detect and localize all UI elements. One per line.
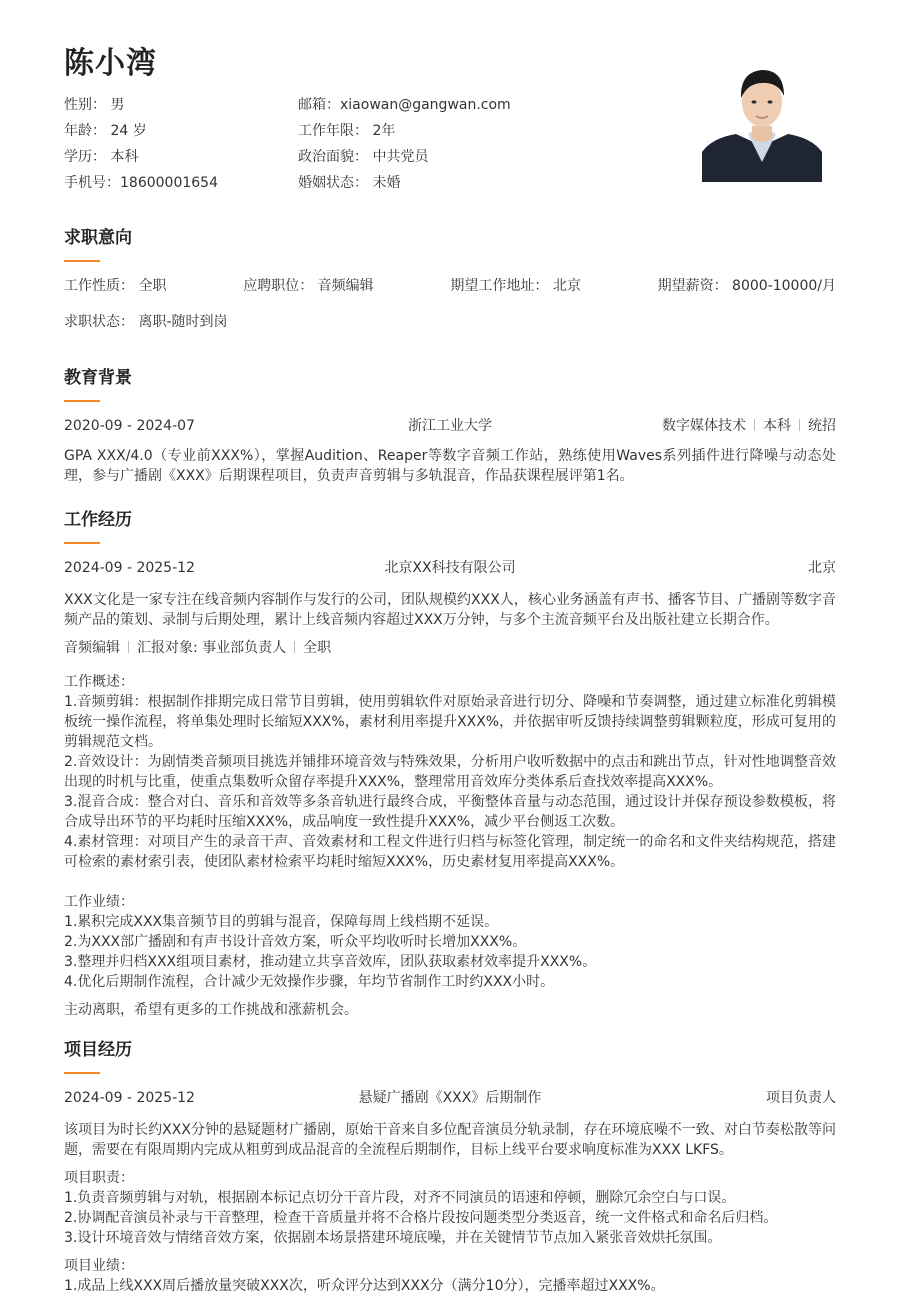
project-name: 悬疑广播剧《XXX》后期制作 — [358, 1090, 542, 1106]
project-section — [64, 1038, 836, 1296]
education-header — [64, 416, 836, 436]
project-role: 项目负责人 — [765, 1090, 836, 1106]
section-title: 求职意向 — [64, 228, 132, 248]
work-role: 音频编辑 — [64, 640, 120, 656]
duty-label: 项目职责： — [64, 1170, 134, 1186]
education-desc: GPA XXX/4.0（专业前XXX%），掌握Audition、Reaper等数字音频工作站，熟练使用Waves系列插件进行降噪与动态处理，参与广播剧《XXX》后期课程项目，负责声音剪辑与多轨混音，作品获课程展评第1名。 — [64, 448, 836, 484]
section-underline — [64, 1072, 100, 1074]
education-degree: 本科 — [762, 418, 791, 434]
candidate-name: 陈小湾 — [64, 46, 157, 81]
education-enroll: 统招 — [807, 418, 836, 434]
job-intent-section — [64, 226, 836, 332]
section-underline — [64, 400, 100, 402]
achievement-item: 3.整理并归档XXX组项目素材，推动建立共享音效库，团队获取素材效率提升XXX%。 — [64, 954, 597, 970]
achieve-label: 工作业绩： — [64, 894, 134, 910]
project-desc: 该项目为时长约XXX分钟的悬疑题材广播剧，原始干音来自多位配音演员分轨录制，存在环境底噪不一致、对白节奏松散等问题，需要在有限周期内完成从粗剪到成品混音的全流程后期制作，目标上线平台要求响度标准为XXX LKFS。 — [64, 1122, 836, 1158]
profile-photo — [702, 50, 822, 182]
achievement-item: 2.为XXX部广播剧和有声书设计音效方案，听众平均收听时长增加XXX%。 — [64, 934, 527, 950]
overview-label: 工作概述： — [64, 674, 134, 690]
duty-item: 2.协调配音演员补录与干音整理，检查干音质量并将不合格片段按问题类型分类返音，统一文件格式和命名后归档。 — [64, 1210, 778, 1226]
info-email: 邮箱：xiaowan@gangwan.com — [298, 97, 511, 113]
education-section — [64, 366, 836, 486]
intent-location: 期望工作地址： 北京 — [450, 278, 581, 294]
intent-position: 应聘职位： 音频编辑 — [243, 278, 374, 294]
duty-item: 3.设计环境音效与情绪音效方案，依据剧本场景搭建环境底噪，并在关键情节节点加入紧张音效烘托氛围。 — [64, 1230, 722, 1246]
intent-type: 工作性质： 全职 — [64, 278, 167, 294]
intent-salary: 期望薪资： 8000-10000/月 — [657, 278, 836, 294]
personal-info — [64, 94, 624, 194]
project-achievement-item: 1.成品上线XXX周后播放量突破XXX次，听众评分达到XXX分（满分10分），完播率超过XXX%。 — [64, 1278, 665, 1294]
work-company: 北京XX科技有限公司 — [384, 560, 516, 576]
divider — [294, 641, 295, 653]
intent-status: 求职状态： 离职-随时到岗 — [64, 314, 228, 330]
info-education: 学历： 本科 — [64, 149, 139, 165]
work-header — [64, 558, 836, 578]
work-city: 北京 — [807, 560, 836, 576]
education-date: 2020-09 - 2024-07 — [64, 418, 195, 434]
overview-item: 2.音效设计：为剧情类音频项目挑选并铺排环境音效与特殊效果，分析用户收听数据中的点击和跳出节点，针对性地调整音效出现的时机与比重，使重点集数听众留存率提升XXX%，整理常用音效库分类体系后查找效率提高XXX%。 — [64, 754, 836, 790]
education-tags — [579, 416, 836, 436]
education-school: 浙江工业大学 — [407, 418, 492, 434]
section-underline — [64, 542, 100, 544]
section-title: 项目经历 — [64, 1040, 132, 1060]
overview-item: 4.素材管理：对项目产生的录音干声、音效素材和工程文件进行归档与标签化管理，制定统一的命名和文件夹结构规范，搭建可检索的素材索引表，使团队素材检索平均耗时缩短XXX%，历史素材复用率提高XXX%。 — [64, 834, 836, 870]
info-political: 政治面貌： 中共党员 — [298, 149, 429, 165]
info-phone: 手机号：18600001654 — [64, 175, 218, 191]
divider — [128, 641, 129, 653]
education-major: 数字媒体技术 — [661, 418, 746, 434]
duty-item: 1.负责音频剪辑与对轨，根据剧本标记点切分干音片段，对齐不同演员的语速和停顿，删除冗余空白与口误。 — [64, 1190, 736, 1206]
section-title: 教育背景 — [64, 368, 132, 388]
achievement-item: 1.累积完成XXX集音频节目的剪辑与混音，保障每周上线档期不延误。 — [64, 914, 499, 930]
info-marital: 婚姻状态： 未婚 — [298, 175, 401, 191]
work-type: 全职 — [303, 640, 332, 656]
overview-item: 1.音频剪辑：根据制作排期完成日常节目剪辑，使用剪辑软件对原始录音进行切分、降噪和节奏调整，通过建立标准化剪辑模板统一操作流程，将单集处理时长缩短XXX%，素材利用率提升XXX%，并依据审听反馈持续调整剪辑颗粒度，形成可复用的剪辑规范文档。 — [64, 694, 836, 750]
overview-item: 3.混音合成：整合对白、音乐和音效等多条音轨进行最终合成，平衡整体音量与动态范围，通过设计并保存预设参数模板，将合成导出环节的平均耗时压缩XXX%，成品响度一致性提升XXX%，减少平台侧返工次数。 — [64, 794, 836, 830]
intent-row — [64, 276, 836, 296]
info-work-years: 工作年限： 2年 — [298, 123, 396, 139]
info-gender: 性别： 男 — [64, 97, 125, 113]
project-header — [64, 1088, 836, 1108]
company-desc: XXX文化是一家专注在线音频内容制作与发行的公司，团队规模约XXX人，核心业务涵盖有声书、播客节目、广播剧等数字音频产品的策划、录制与后期处理，累计上线音频内容超过XXX万分钟，与多个主流音频平台及出版社建立长期合作。 — [64, 592, 836, 628]
section-underline — [64, 260, 100, 262]
divider — [754, 419, 755, 431]
info-age: 年龄： 24 岁 — [64, 123, 147, 139]
work-date: 2024-09 - 2025-12 — [64, 560, 195, 576]
section-title: 工作经历 — [64, 510, 132, 530]
project-date: 2024-09 - 2025-12 — [64, 1090, 195, 1106]
leave-reason: 主动离职，希望有更多的工作挑战和涨薪机会。 — [64, 1002, 358, 1018]
project-achieve-label: 项目业绩： — [64, 1258, 134, 1274]
divider — [799, 419, 800, 431]
achievement-item: 4.优化后期制作流程，合计减少无效操作步骤，年均节省制作工时约XXX小时。 — [64, 974, 555, 990]
work-section — [64, 508, 836, 1020]
work-report-to: 汇报对象: 事业部负责人 — [137, 640, 287, 656]
work-tags — [64, 638, 836, 658]
